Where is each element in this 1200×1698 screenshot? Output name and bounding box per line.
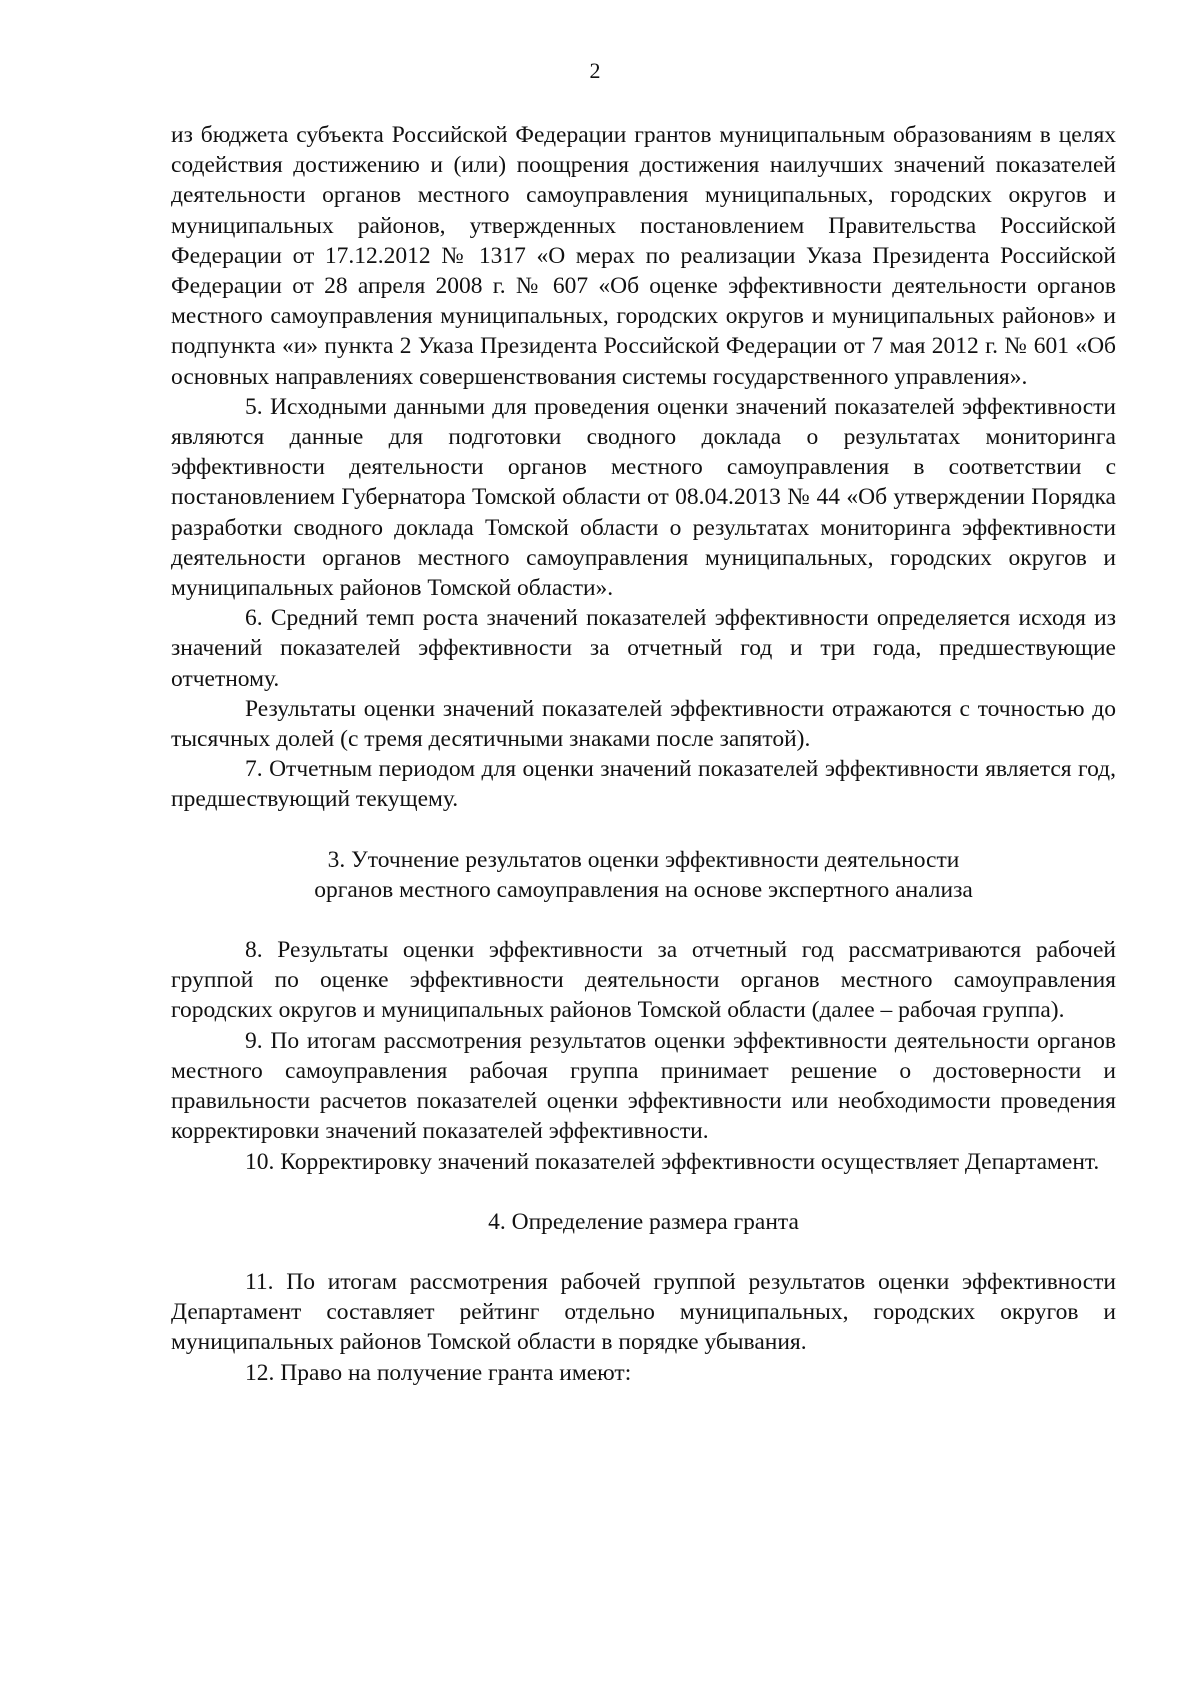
continuation-paragraph: из бюджета субъекта Российской Федерации грантов муниципальным образованиям в целях содействия достижению и (или) поощрения достижения наилучших значений показателей деятельности органов местного самоуправления муниципальных, городских округов и муниципальных районов, утвержденных постановлением Правительства Российской Федерации от 17.12.2012 № 1317 «О мерах по реализации Указа Президента Российской Федерации от 28 апреля 2008 г. № 607 «Об оценке эффективности деятельности органов местного самоуправления муниципальных, городских округов и муниципальных районов» и подпункта «и» пункта 2 Указа Президента Российской Федерации от 7 мая 2012 г. № 601 «Об основных направлениях совершенствования системы государственного управления». bbox=[171, 122, 1116, 390]
section-3-heading bbox=[171, 845, 1116, 905]
paragraph-5: 5. Исходными данными для проведения оценки значений показателей эффективности являются данные для подготовки сводного доклада о результатах мониторинга эффективности деятельности органов местного самоуправления в соответствии с постановлением Губернатора Томской области от 08.04.2013 № 44 «Об утверждении Порядка разработки сводного доклада Томской области о результатах мониторинга эффективности деятельности органов местного самоуправления муниципальных, городских округов и муниципальных районов Томской области». bbox=[171, 393, 1116, 602]
page-number: 2 bbox=[589, 58, 601, 83]
paragraph-6-results: Результаты оценки значений показателей эффективности отражаются с точностью до тысячных долей (с тремя десятичными знаками после запятой). bbox=[171, 695, 1116, 753]
section-4-heading-line-1: 4. Определение размера гранта bbox=[488, 1208, 799, 1235]
section-3-heading-line-2: органов местного самоуправления на основе экспертного анализа bbox=[314, 876, 973, 903]
paragraph-8: 8. Результаты оценки эффективности за отчетный год рассматриваются рабочей группой по оценке эффективности деятельности органов местного самоуправления городских округов и муниципальных районов Томской области (далее – рабочая группа). bbox=[171, 937, 1116, 1024]
paragraph-9: 9. По итогам рассмотрения результатов оценки эффективности деятельности органов местного самоуправления рабочая группа принимает решение о достоверности и правильности расчетов показателей оценки эффективности или необходимости проведения корректировки значений показателей эффективности. bbox=[171, 1027, 1116, 1145]
paragraph-6: 6. Средний темп роста значений показателей эффективности определяется исходя из значений показателей эффективности за отчетный год и три года, предшествующие отчетному. bbox=[171, 605, 1116, 692]
section-3-heading-line-1: 3. Уточнение результатов оценки эффективности деятельности bbox=[327, 846, 960, 873]
paragraph-12: 12. Право на получение гранта имеют: bbox=[245, 1359, 632, 1386]
paragraph-7: 7. Отчетным периодом для оценки значений показателей эффективности является год, предшествующий текущему. bbox=[171, 756, 1116, 813]
paragraph-11: 11. По итогам рассмотрения рабочей группой результатов оценки эффективности Департамент составляет рейтинг отдельно муниципальных, городских округов и муниципальных районов Томской области в порядке убывания. bbox=[171, 1268, 1116, 1356]
document-body bbox=[171, 120, 1116, 1388]
section-4-heading bbox=[171, 1207, 1116, 1237]
paragraph-10: 10. Корректировку значений показателей эффективности осуществляет Департамент. bbox=[245, 1148, 1100, 1175]
